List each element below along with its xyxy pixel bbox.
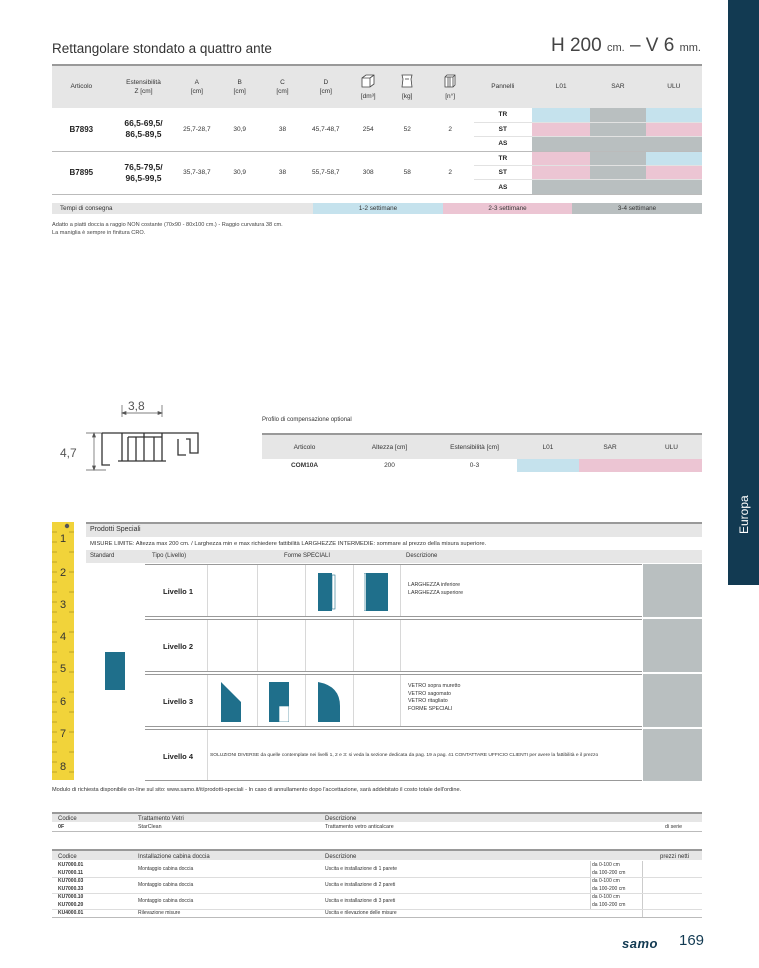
finish-cell — [641, 459, 702, 472]
finish-cell — [646, 108, 702, 122]
shape-glass-notched — [269, 682, 289, 722]
col-c: C [cm] — [262, 65, 303, 108]
finish-cell — [590, 166, 645, 180]
cell-packages: 2 — [427, 108, 474, 151]
finish-cell — [532, 108, 590, 122]
cell-panel: AS — [474, 137, 533, 151]
cell-a: 25,7-28,7 — [176, 108, 217, 151]
ruler-mark: 7 — [59, 728, 67, 740]
install-descr: Uscita e installazione di 1 parete — [325, 866, 397, 872]
optional-header — [262, 434, 702, 459]
finish-cell — [579, 459, 641, 472]
level-desc-line: LARGHEZZA inferiore — [408, 582, 461, 588]
special-title: Prodotti Speciali — [90, 526, 141, 533]
install-text: Rilevazione misure — [138, 910, 181, 916]
finish-cell — [590, 151, 645, 165]
install-descr: Uscita e rilevazione delle misure — [325, 910, 397, 916]
col-packages: [n°] — [427, 65, 474, 108]
finish-cell — [646, 166, 702, 180]
cell-d: 55,7-58,7 — [303, 151, 349, 194]
glass-col-trattamento: Trattamento Vetri — [138, 816, 184, 822]
special-title-bar — [86, 522, 702, 537]
opt-col-articolo: Articolo — [262, 434, 347, 459]
note-line: La maniglia è sempre in finitura CRO. — [52, 229, 146, 236]
level-label: Livello 1 — [163, 587, 194, 596]
install-code: KU7000.11 — [58, 870, 84, 876]
level-price-1 — [643, 564, 702, 617]
ruler-mark: 4 — [59, 631, 67, 643]
cell-weight: 52 — [388, 108, 427, 151]
level-price-2 — [643, 619, 702, 672]
level-desc-line: VETRO ritagliato — [408, 698, 448, 705]
ruler-ticks — [52, 522, 74, 780]
glass-descr: Trattamento vetro anticalcare — [325, 824, 394, 830]
finish-cell — [517, 459, 579, 472]
opt-estensibilita: 0-3 — [469, 462, 480, 469]
cell-panel: ST — [474, 166, 533, 180]
cell-panel: TR — [474, 151, 533, 165]
finish-cell — [532, 151, 590, 165]
cell-a: 35,7-38,7 — [176, 151, 217, 194]
opt-altezza: 200 — [384, 462, 395, 469]
level-price-3 — [643, 674, 702, 727]
shape-width-lower — [318, 573, 336, 611]
shape-glass-over-wall — [221, 682, 241, 722]
glass-trattamento: StarClean — [138, 824, 162, 830]
optional-title: Profilo di compensazione optional — [262, 417, 352, 423]
cell-panel: ST — [474, 122, 533, 136]
finish-cell — [646, 180, 702, 194]
profile-height-label: 4,7 — [60, 446, 77, 460]
col-sar: SAR — [590, 65, 645, 108]
finish-cell — [590, 137, 645, 151]
install-table-header — [52, 849, 702, 860]
col-ulu: ULU — [646, 65, 702, 108]
opt-col-ulu: ULU — [641, 434, 702, 459]
cell-c: 38 — [262, 108, 303, 151]
col-weight: [kg] — [388, 65, 427, 108]
cell-volume: 254 — [349, 108, 388, 151]
opt-articolo: COM10A — [290, 462, 319, 469]
box-volume-icon — [360, 73, 376, 89]
cell-panel: AS — [474, 180, 533, 194]
profile-width-label: 3,8 — [128, 399, 145, 413]
install-range: da 0-100 cm da 100-200 cm da 0-100 cm da 100-200 cm da 0-100 cm da 100-200 cm — [592, 862, 626, 908]
glass-row — [52, 822, 702, 832]
special-col-forme: Forme SPECIALI — [284, 553, 331, 559]
install-col-install: Installazione cabina doccia — [138, 854, 210, 860]
col-b: B [cm] — [217, 65, 262, 108]
delivery-legend — [52, 203, 702, 214]
level-price-4 — [643, 729, 702, 781]
glass-note: di serie — [665, 824, 683, 830]
table-header — [52, 65, 702, 108]
ruler-mark: 8 — [59, 761, 67, 773]
col-d: D [cm] — [303, 65, 349, 108]
ruler-mark: 6 — [59, 696, 67, 708]
delivery-2-3-weeks: 2-3 settimane — [443, 203, 572, 214]
level-label: Livello 4 — [163, 752, 194, 761]
shape-glass-curved — [318, 682, 340, 722]
side-tab — [728, 0, 759, 585]
level-desc-line: LARGHEZZA superiore — [408, 589, 464, 596]
dims-thickness: – V 6 — [629, 35, 675, 56]
opt-col-altezza: Altezza [cm] — [347, 434, 432, 459]
shape-width-upper — [364, 573, 390, 611]
cell-articolo: B7895 — [52, 151, 111, 194]
cell-packages: 2 — [427, 151, 474, 194]
install-text: Montaggio cabina doccia — [138, 866, 194, 872]
level-desc: SOLUZIONI DIVERSE da quelle contemplate nei livelli 1, 2 e 3: si veda la sezione dedicata da pag. 19 a pag. 41 CONTATTARE UFFICIO CLIENTI per avere la fattibilità e il prezzo — [210, 753, 599, 758]
install-descr: Uscita e installazione di 2 pareti — [325, 882, 396, 888]
level-desc — [408, 582, 463, 598]
install-text: Montaggio cabina doccia — [138, 882, 194, 888]
install-text: Montaggio cabina doccia — [138, 898, 194, 904]
dimensions-title — [551, 35, 701, 57]
table-row — [52, 151, 702, 165]
finish-cell — [532, 166, 590, 180]
page-number: 169 — [679, 932, 705, 949]
col-volume: [dm³] — [349, 65, 388, 108]
weight-icon — [400, 73, 414, 89]
cell-b: 30,9 — [217, 151, 262, 194]
col-a: A [cm] — [176, 65, 217, 108]
level-desc-line: VETRO sopra muretto — [408, 683, 461, 689]
finish-cell — [646, 151, 702, 165]
install-code: KU4000.01 — [58, 910, 84, 916]
col-pannelli: Pannelli — [474, 65, 533, 108]
delivery-1-2-weeks: 1-2 settimane — [313, 203, 443, 214]
finish-cell — [590, 122, 645, 136]
delivery-label: Tempi di consegna — [52, 203, 313, 214]
note-line: Adatto a piatti doccia a raggio NON costante (70x90 - 80x100 cm.) - Raggio curvatura 38 cm. — [52, 222, 283, 228]
cell-c: 38 — [262, 151, 303, 194]
cell-estensibilita: 66,5-69,5/ 86,5-89,5 — [111, 108, 177, 151]
cell-b: 30,9 — [217, 108, 262, 151]
level-row-2 — [145, 619, 642, 672]
page-title: Rettangolare stondato a quattro ante — [52, 41, 272, 56]
packages-icon — [442, 73, 458, 89]
dims-height: H 200 — [550, 35, 602, 56]
level-desc — [408, 683, 460, 714]
cell-panel: TR — [474, 108, 533, 122]
notes — [52, 222, 283, 238]
install-code: KU7000.10 — [58, 894, 84, 900]
ruler-mark: 5 — [59, 663, 67, 675]
ruler-mark: 3 — [59, 599, 67, 611]
standard-shape — [105, 652, 125, 690]
install-code: KU7000.01 — [58, 862, 84, 868]
finish-cell — [646, 122, 702, 136]
level-label: Livello 2 — [163, 642, 194, 651]
col-articolo: Articolo — [52, 65, 111, 108]
install-code: KU7000.20 — [58, 902, 84, 908]
optional-row — [262, 459, 702, 472]
cell-volume: 308 — [349, 151, 388, 194]
col-l01: L01 — [532, 65, 590, 108]
side-tab-label: Europa — [737, 495, 751, 534]
special-header — [86, 550, 702, 563]
special-limits: MISURE LIMITE: Altezza max 200 cm. / Larghezza min e max richiedere fattibilità LARGHEZZE INTERMEDIE: sommare al prezzo della misura superiore. — [90, 541, 487, 547]
col-estensibilita: Estensibilità Z [cm] — [111, 65, 177, 108]
level-desc-line: FORME SPECIALI — [408, 706, 453, 713]
finish-cell — [590, 180, 645, 194]
install-col-prezzi: prezzi netti — [660, 854, 690, 860]
dims-unit-cm: cm. — [606, 42, 625, 54]
install-code: KU7000.03 — [58, 878, 84, 884]
level-label: Livello 3 — [163, 697, 194, 706]
install-code: KU7000.33 — [58, 886, 84, 892]
samo-logo: samo — [622, 936, 658, 951]
cell-weight: 58 — [388, 151, 427, 194]
special-col-standard: Standard — [90, 553, 115, 559]
opt-col-l01: L01 — [517, 434, 579, 459]
online-request-note: Modulo di richiesta disponibile on-line sul sito: www.samo.it/it/prodotti-speciali - In caso di annullamento dopo l'accettazione, sarà addebitato il costo totale dell'ordine. — [52, 787, 462, 793]
glass-col-codice: Codice — [58, 816, 77, 822]
product-table — [52, 64, 702, 195]
finish-cell — [646, 137, 702, 151]
ruler-mark: 2 — [59, 567, 67, 579]
special-col-tipo: Tipo (Livello) — [152, 553, 187, 559]
cell-d: 45,7-48,7 — [303, 108, 349, 151]
finish-cell — [532, 122, 590, 136]
opt-col-estensibilita: Estensibilità [cm] — [432, 434, 517, 459]
glass-codice: 0F — [58, 824, 65, 830]
level-desc-line: VETRO sagomato — [408, 690, 451, 697]
install-descr: Uscita e installazione di 3 pareti — [325, 898, 396, 904]
opt-col-sar: SAR — [579, 434, 641, 459]
delivery-3-4-weeks: 3-4 settimane — [572, 203, 702, 214]
glass-col-descr: Descrizione — [325, 816, 357, 822]
finish-cell — [590, 108, 645, 122]
profile-section-drawing — [58, 395, 208, 475]
install-rows — [52, 861, 702, 918]
finish-cell — [532, 137, 590, 151]
special-col-descr: Descrizione — [406, 553, 438, 559]
table-row — [52, 108, 702, 122]
cell-articolo: B7893 — [52, 108, 111, 151]
level-row-1 — [145, 564, 642, 617]
level-row-3 — [145, 674, 642, 727]
optional-table — [262, 433, 702, 472]
cell-estensibilita: 76,5-79,5/ 96,5-99,5 — [111, 151, 177, 194]
glass-table-header — [52, 812, 702, 822]
ruler-decoration — [52, 522, 74, 780]
dims-unit-mm: mm. — [679, 42, 701, 54]
ruler-mark: 1 — [59, 533, 67, 545]
install-col-descr: Descrizione — [325, 854, 357, 860]
finish-cell — [532, 180, 590, 194]
install-col-codice: Codice — [58, 854, 77, 860]
level-row-4 — [145, 729, 642, 781]
